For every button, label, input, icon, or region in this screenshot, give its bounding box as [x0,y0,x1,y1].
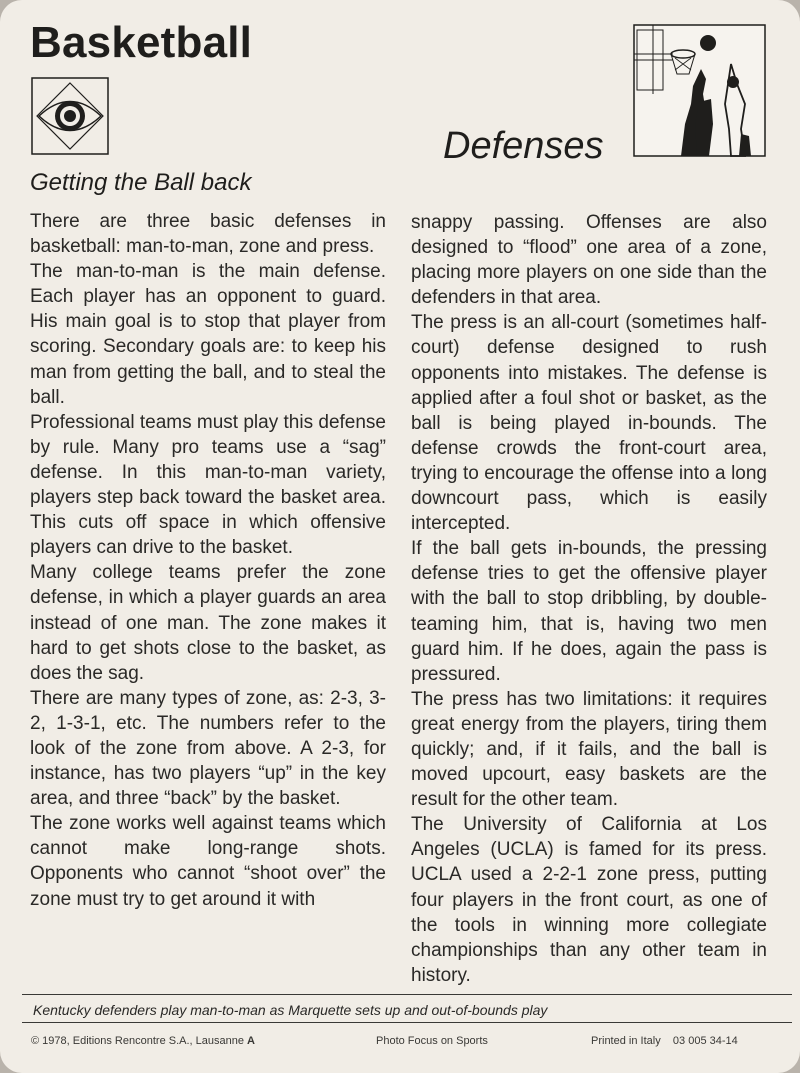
copyright: © 1978, Editions Rencontre S.A., Lausanne [31,1035,244,1047]
paragraph: The press is an all-court (sometimes half-court) defense designed to rush opponents into mistakes. The defense is applied after a foul shot or basket, as the ball is being played in-bounds. The defense crowds the front-court area, trying to encourage the offense into a long downcourt pass, which is easily intercepted. [411,312,767,535]
basketball-players-icon [633,24,766,157]
series-letter: A [247,1035,255,1047]
paragraph: The zone works well against teams which cannot make long-range shots. Opponents who cannot “shoot over” the zone must try to get around it with [30,813,386,910]
card-title: Basketball [30,18,253,67]
right-column [411,210,767,988]
divider [22,1022,792,1023]
copyright-line [31,1034,255,1048]
print-info: Printed in Italy 03 005 34-14 [591,1035,738,1047]
subtitle: Getting the Ball back [30,169,252,196]
photo-credit: Photo Focus on Sports [376,1035,488,1047]
photo-caption: Kentucky defenders play man-to-man as Marquette sets up and out-of-bounds play [33,1002,548,1018]
paragraph: There are many types of zone, as: 2-3, 3-2, 1-3-1, etc. The numbers refer to the look of the zone from above. A 2-3, for instance, has two players “up” in the key area, and three “back” by the basket. [30,687,386,810]
paragraph: The University of California at Los Angeles (UCLA) is famed for its press. UCLA used a 2-2-1 zone press, putting four players in the front court, as one of the tools in winning more collegiate championships than any other team in history. [411,814,767,986]
paragraph: snappy passing. Offenses are also designed to “flood” one area of a zone, placing more players on one side than the defenders in that area. [411,212,767,309]
paragraph: Professional teams must play this defense by rule. Many pro teams use a “sag” defense. In this man-to-man variety, players step back toward the basket area. This cuts off space in which offensive players can drive to the basket. [30,411,386,559]
paragraph: There are three basic defenses in basketball: man-to-man, zone and press. [30,211,386,258]
paragraph: Many college teams prefer the zone defense, in which a player guards an area instead of one man. The zone makes it hard to get shots close to the basket, as does the sag. [30,562,386,684]
paragraph: If the ball gets in-bounds, the pressing defense tries to get the offensive player with the ball to stop dribbling, by double-teaming him, that is, having two men guard him. If he does, again the pass is pressured. [411,538,767,685]
left-column [30,209,386,912]
divider [22,994,792,995]
section-title: Defenses [443,125,604,167]
eye-target-symbol-icon [31,77,109,155]
paragraph: The man-to-man is the main defense. Each player has an opponent to guard. His main goal is to stop that player from scoring. Secondary goals are: to keep his man from getting the ball, and to steal the ball. [30,261,386,408]
paragraph: The press has two limitations: it requires great energy from the players, tiring them quickly; and, if it fails, and the ball is moved upcourt, easy baskets are the result for the other team. [411,688,767,811]
